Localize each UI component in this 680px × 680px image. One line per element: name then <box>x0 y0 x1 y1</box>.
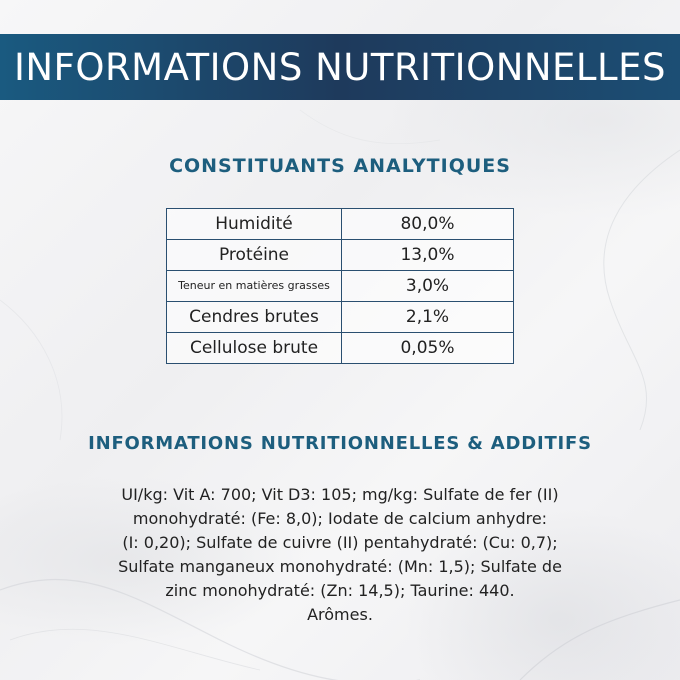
row-value: 0,05% <box>342 333 514 364</box>
additives-line: Sulfate manganeux monohydraté: (Mn: 1,5); Sulfate de <box>118 557 562 576</box>
header-banner <box>0 34 680 100</box>
row-value: 3,0% <box>342 271 514 302</box>
additives-line: monohydraté: (Fe: 8,0); Iodate de calcium anhydre: <box>132 509 548 528</box>
table-row <box>167 333 514 364</box>
additives-text <box>40 483 640 627</box>
row-value: 2,1% <box>342 302 514 333</box>
analytic-section-title: CONSTITUANTS ANALYTIQUES <box>169 155 511 177</box>
row-label: Cellulose brute <box>167 333 342 364</box>
table-row <box>167 302 514 333</box>
additives-line: (I: 0,20); Sulfate de cuivre (II) pentahydraté: (Cu: 0,7); <box>122 533 558 552</box>
additives-line: UI/kg: Vit A: 700; Vit D3: 105; mg/kg: Sulfate de fer (II) <box>121 485 559 504</box>
table-row <box>167 209 514 240</box>
row-label: Humidité <box>167 209 342 240</box>
additives-section-title: INFORMATIONS NUTRITIONNELLES & ADDITIFS <box>88 433 592 454</box>
analytic-table <box>166 208 514 364</box>
page-title: INFORMATIONS NUTRITIONNELLES <box>13 45 667 89</box>
table-row <box>167 240 514 271</box>
additives-line: zinc monohydraté: (Zn: 14,5); Taurine: 440. <box>165 581 515 600</box>
row-value: 80,0% <box>342 209 514 240</box>
row-value: 13,0% <box>342 240 514 271</box>
row-label: Protéine <box>167 240 342 271</box>
row-label: Cendres brutes <box>167 302 342 333</box>
table-row <box>167 271 514 302</box>
additives-line: Arômes. <box>307 605 373 624</box>
row-label: Teneur en matières grasses <box>167 271 342 302</box>
